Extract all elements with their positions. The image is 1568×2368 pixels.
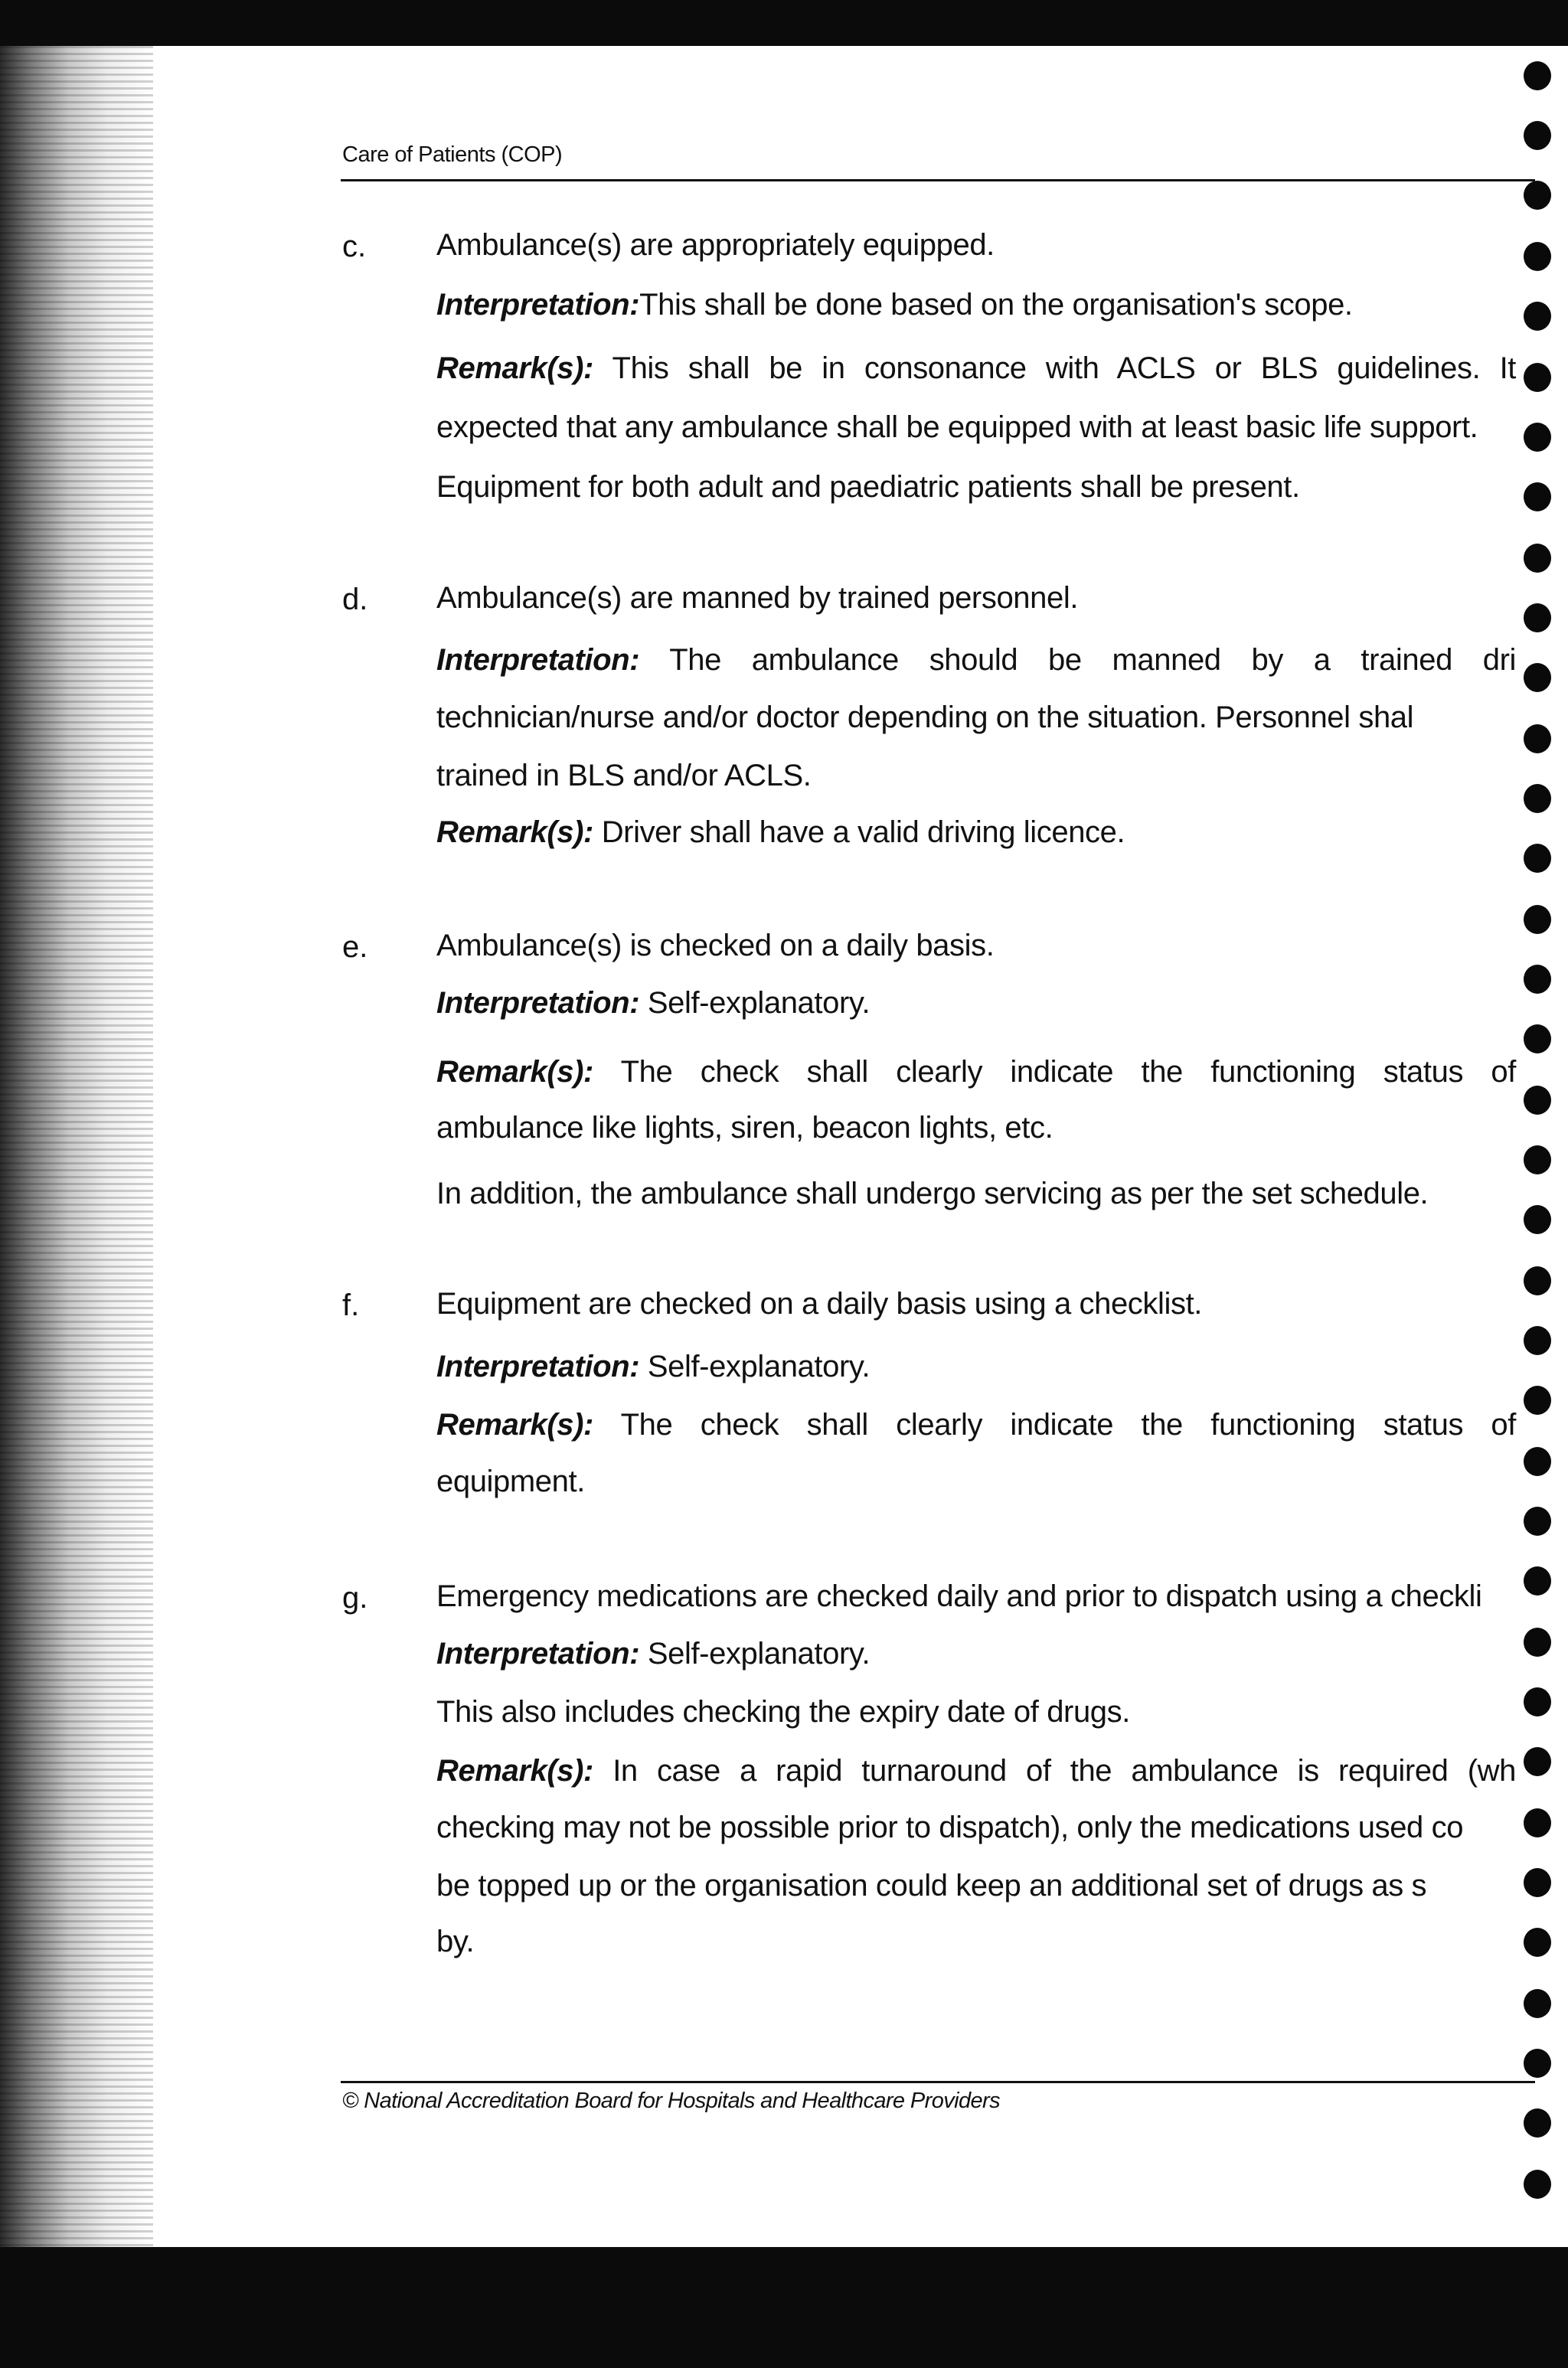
item-letter-g: g. (342, 1581, 368, 1615)
scan-top-border (0, 0, 1568, 46)
binder-hole (1524, 2170, 1551, 2199)
remark-text: In case a rapid turnaround of the ambulance is required (wh (612, 1754, 1516, 1788)
item-g-remark-line2: checking may not be possible prior to dispatch), only the medications used co (436, 1811, 1464, 1844)
binder-hole (1524, 724, 1551, 753)
binder-hole (1524, 844, 1551, 873)
item-e-statement: Ambulance(s) is checked on a daily basis. (436, 929, 995, 962)
binder-hole (1524, 603, 1551, 632)
binder-hole (1524, 1808, 1551, 1837)
item-letter-c: c. (342, 230, 367, 263)
item-f-remark-line1 (436, 1407, 1516, 1442)
scan-bottom-border (0, 2247, 1568, 2368)
binder-hole (1524, 242, 1551, 271)
remark-label: Remark(s): (436, 1055, 593, 1089)
binder-hole (1524, 1447, 1551, 1476)
item-g-interpretation-line2: This also includes checking the expiry date of drugs. (436, 1695, 1130, 1729)
binder-hole (1524, 61, 1551, 90)
binder-hole (1524, 302, 1551, 331)
scan-left-edge-shadow (0, 46, 153, 2251)
item-d-interpretation-line3: trained in BLS and/or ACLS. (436, 759, 812, 792)
interpretation-text: Self-explanatory. (647, 1637, 871, 1671)
binder-holes (1512, 46, 1568, 2247)
interpretation-label: Interpretation: (436, 1637, 640, 1671)
item-d-interpretation-line1 (436, 642, 1516, 678)
running-header: Care of Patients (COP) (342, 142, 563, 167)
binder-hole (1524, 1205, 1551, 1234)
binder-hole (1524, 784, 1551, 813)
binder-hole (1524, 1386, 1551, 1415)
item-d-interpretation-line2: technician/nurse and/or doctor depending on the situation. Personnel shal (436, 701, 1414, 734)
binder-hole (1524, 663, 1551, 692)
item-letter-f: f. (342, 1289, 360, 1322)
binder-hole (1524, 1868, 1551, 1897)
remark-text: The check shall clearly indicate the functioning status of (620, 1055, 1516, 1089)
interpretation-label: Interpretation: (436, 1350, 640, 1383)
item-f-statement: Equipment are checked on a daily basis using a checklist. (436, 1287, 1202, 1321)
item-c-remark-line3: Equipment for both adult and paediatric patients shall be present. (436, 470, 1300, 504)
item-letter-d: d. (342, 583, 368, 616)
item-c-interpretation (436, 287, 1516, 322)
item-f-interpretation (436, 1349, 1516, 1384)
remark-label: Remark(s): (436, 1408, 593, 1442)
item-g-statement: Emergency medications are checked daily and prior to dispatch using a checkli (436, 1579, 1482, 1613)
binder-hole (1524, 1747, 1551, 1776)
remark-text: This shall be in consonance with ACLS or BLS guidelines. It (612, 351, 1516, 385)
item-letter-e: e. (342, 930, 368, 964)
interpretation-text: This shall be done based on the organisation's scope. (639, 288, 1353, 322)
binder-hole (1524, 181, 1551, 210)
binder-hole (1524, 1024, 1551, 1053)
item-g-remark-line3: be topped up or the organisation could keep an additional set of drugs as s (436, 1869, 1427, 1903)
interpretation-label: Interpretation: (436, 643, 640, 677)
binder-hole (1524, 1507, 1551, 1536)
item-d-statement: Ambulance(s) are manned by trained personnel. (436, 581, 1079, 615)
remark-label: Remark(s): (436, 815, 593, 849)
binder-hole (1524, 1086, 1551, 1115)
item-c-remark-line2: expected that any ambulance shall be equipped with at least basic life support. (436, 410, 1478, 444)
item-e-interpretation (436, 985, 1516, 1021)
binder-hole (1524, 2108, 1551, 2138)
item-c-statement: Ambulance(s) are appropriately equipped. (436, 228, 995, 262)
binder-hole (1524, 1989, 1551, 2018)
binder-hole (1524, 121, 1551, 150)
item-e-remark-line1 (436, 1054, 1516, 1089)
item-g-interpretation-line1 (436, 1636, 1516, 1671)
binder-hole (1524, 1566, 1551, 1596)
binder-hole (1524, 965, 1551, 994)
binder-hole (1524, 2049, 1551, 2078)
footer-rule (341, 2081, 1535, 2083)
binder-hole (1524, 905, 1551, 934)
binder-hole (1524, 1145, 1551, 1174)
remark-text: Driver shall have a valid driving licence. (601, 815, 1125, 849)
item-e-extra: In addition, the ambulance shall undergo servicing as per the set schedule. (436, 1177, 1429, 1210)
binder-hole (1524, 1628, 1551, 1657)
footer-copyright: © National Accreditation Board for Hospitals and Healthcare Providers (342, 2089, 1001, 2113)
binder-hole (1524, 1928, 1551, 1957)
item-e-remark-line2: ambulance like lights, siren, beacon lights, etc. (436, 1111, 1054, 1145)
remark-label: Remark(s): (436, 351, 593, 385)
item-f-remark-line2: equipment. (436, 1465, 585, 1498)
interpretation-text: The ambulance should be manned by a trained dri (669, 643, 1516, 677)
header-rule (341, 179, 1535, 181)
item-d-remark (436, 815, 1516, 850)
remark-text: The check shall clearly indicate the functioning status of (620, 1408, 1516, 1442)
interpretation-text: Self-explanatory. (647, 1350, 871, 1383)
item-c-remark-line1 (436, 351, 1516, 386)
binder-hole (1524, 1266, 1551, 1295)
binder-hole (1524, 1687, 1551, 1716)
interpretation-label: Interpretation: (436, 288, 640, 322)
binder-hole (1524, 482, 1551, 511)
item-g-remark-line1 (436, 1753, 1516, 1788)
interpretation-text: Self-explanatory. (647, 986, 871, 1020)
binder-hole (1524, 363, 1551, 392)
binder-hole (1524, 1326, 1551, 1355)
binder-hole (1524, 423, 1551, 452)
interpretation-label: Interpretation: (436, 986, 640, 1020)
binder-hole (1524, 544, 1551, 573)
item-g-remark-line4: by. (436, 1925, 475, 1958)
remark-label: Remark(s): (436, 1754, 593, 1788)
